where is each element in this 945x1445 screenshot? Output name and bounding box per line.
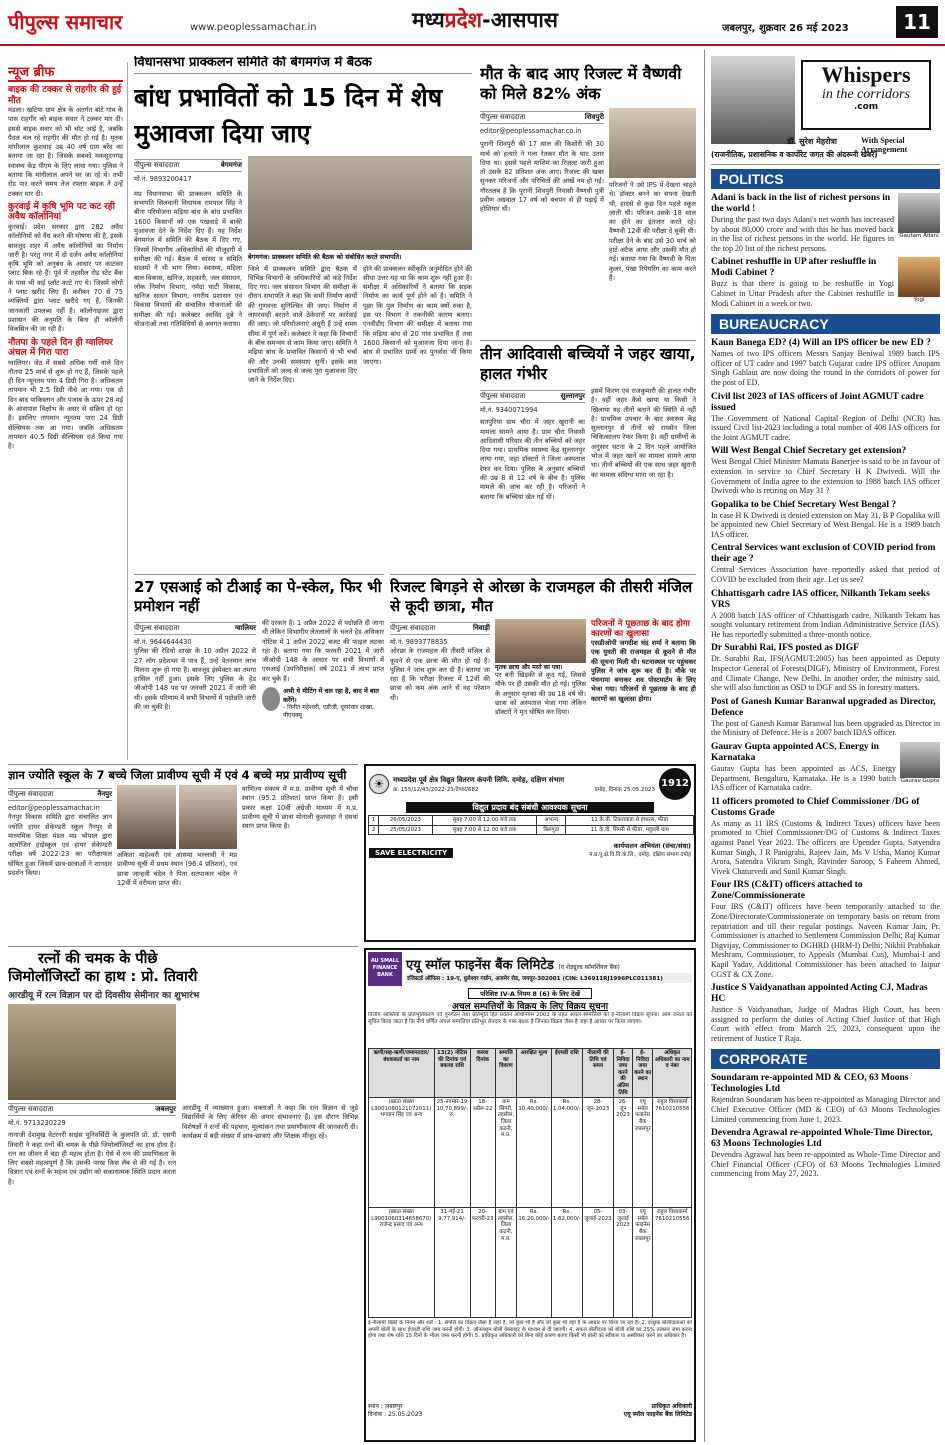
- table-cell: एयू स्मॉल फाइनेंस बैंक जबलपुर: [632, 1098, 653, 1208]
- byline-email[interactable]: editor@peoplessamachar.co.in: [480, 127, 582, 135]
- byline-phone: मो.नं. 9713230229: [8, 1119, 66, 1127]
- author-name: डॉ. सुरेश मेहरोत्रा: [787, 137, 837, 146]
- bulb-icon: ☀: [369, 774, 389, 794]
- article-vaishnavi-result: [480, 64, 696, 334]
- byline: [390, 622, 490, 635]
- photo-caption: मृतक छात्रा और मरते का पत्रा।: [495, 664, 563, 671]
- table-cell: बिलगुठा: [537, 825, 566, 835]
- article-body: वाणिज्य संकाय में म.प्र. प्रावीण्य सूची में चौथा स्थान (95.2 प्रतिशत) प्राप्त किया है। इसी प्रकार कक्षा 10वीं अंग्रेजी माध्यम में म.प्र. प्रावीण्य सूची में छात्रा मोनाली कुशवाहा ने दसवां स्थान प्राप्त किया है।: [242, 785, 358, 831]
- bureau-item: [711, 392, 940, 443]
- article-body: ओरछा के राजमहल की तीसरी मंजिल से कूदने से एक छात्रा की मौत हो गई है। पुलिस ने जांच शुरू कर दी है। बताया जा रहा है कि परीक्षा रिजल्ट में 12वीं की छात्रा को कम अंक आने से वह परेशान थी।: [390, 647, 490, 702]
- table-cell: अभाना: [537, 816, 566, 826]
- item-text: Four IRS (C&IT) officers have been temporarily attached to the Zone/Directorate/Commissionerate on temporary basis on return from repatriation and till their regular postings. Naveen Kumar Jain, Pr. Commissioner is attached to Settlement Commission Delhi; Raj Kumar Digvijay, Commissioner to DGHRD (HRM-I) Delhi; Nikhil Prabhakar Meshram, Commissioner, to Appeals (Mumbai Cus), Mumbai-I and Kapil Yadav, Additional Commissioner has been attached to Jaipur CGST & CX Zone.: [711, 902, 940, 979]
- notice-ref: क्र. 155/12/43/2022-23/टेण्डर/682: [393, 786, 479, 793]
- table-cell: 25/05/2023: [379, 825, 433, 835]
- item-text: The Government of National Capital Region of Delhi (NCR) has issued Civil list-2023 including a total number of 408 IAS officers for the Joint AGMUT cadre.: [711, 413, 940, 442]
- bureau-item: [711, 738, 940, 793]
- special-arrangement: With Special Arrangement: [861, 136, 908, 154]
- signatory-office: म.प्र.पू.क्षे.वि.वि.कं.लि., दमोह, दक्षिण संभाग दमोह: [589, 852, 691, 859]
- section-title-mid: प्रदेश: [444, 8, 483, 32]
- byline-location: जबलपुर: [155, 1105, 176, 1113]
- article-headline: रिजल्ट बिगड़ने से ओरछा के राजमहल की तीसरी मंजिल से कूदी छात्रा, मौत: [390, 578, 693, 615]
- byline: [134, 159, 242, 172]
- power-cut-table: [368, 815, 694, 835]
- bank-name-text: एयू स्मॉल फाइनेंस बैंक लिमिटेड: [406, 958, 554, 973]
- article-dam-compensation: [134, 56, 472, 570]
- table-cell: 11 के.वी. सिमरी से फीडर, महुल्ली ग्राम: [566, 825, 694, 835]
- item-headline: Adani is back in the list of richest persons in the world !: [711, 193, 891, 214]
- politics-item: [711, 189, 940, 253]
- table-header: ईएमडी राशि: [551, 1049, 582, 1098]
- bureau-item: [711, 797, 940, 877]
- table-cell: एयू स्मॉल फाइनेंस बैंक जबलपुर: [632, 1208, 653, 1318]
- item-text: Dr. Surabhi Rai, IFS(AGMUT:2005) has been appointed as Deputy Inspector General of Forests(DIGF), Ministry of Environment, Forest and Climate Change, New Delhi. In another order, the ministry said, she will also function as OSD to DGF and SS in forestry matters.: [711, 654, 940, 693]
- auction-title: अचल सम्पत्तियों के विक्रय के लिए विक्रय सूचना: [451, 1002, 609, 1012]
- item-text: Names of two IPS officers Messrs Sanjay Beniwal 1989 batch IPS officer of UT cadre and 1997 batch Gujarat cadre IPS officer Anupam Singh Gahlaut are now doing the round in the corridors of power for the post of ED.: [711, 349, 940, 387]
- table-cell: 28-जून-2023: [582, 1098, 613, 1208]
- article-headline: तीन आदिवासी बच्चियों ने जहर खाया, हालत गंभीर: [480, 345, 696, 383]
- politics-section-header: POLITICS: [711, 169, 940, 189]
- bureau-item: [711, 338, 940, 387]
- article-body: परिजनों ने उसे IPS में देखना चाहते थे। डॉक्टर बनने का सपना देखती थी, हादसे से कुछ दिन पहले स्कूल जाती थी। परिजन उसके 18 साल का होने का इंतजार करते रहे। वैष्णवी 12वीं की परीक्षा दे चुकी थी। परीक्षा देने के बाद उसे 30 मार्च को हार्ट अटैक आया और उसकी मौत हो गई। बताया गया कि वैष्णवी के पिता कुलर, पंखा रिपेयरिंग का काम करते हैं।: [609, 181, 696, 282]
- table-cell: (खाता संख्या L9001060314658670) राजेन्द्र प्रसाद एवं अन्य: [369, 1208, 435, 1318]
- helpline-badge: 1912: [659, 768, 691, 800]
- item-text: The post of Ganesh Kumar Baranwal has been upgraded as Director in the Ministry of Defence. He is a 2007 batch IDAS officer.: [711, 718, 940, 738]
- person-photo: [900, 742, 940, 778]
- author-photo: [711, 56, 795, 144]
- bureau-item: [711, 500, 940, 540]
- article-headline: बांध प्रभावितों को 15 दिन में शेष मुआवजा दिया जाए: [134, 82, 443, 148]
- signatory: कार्यपालन अभियंता (संचा/संधा): [613, 842, 691, 851]
- notice-preamble: वित्तीय आस्तियों के प्रतिभूतिकरण एवं पुनर्गठन तथा प्रतिभूति हित प्रवर्तन अधिनियम 2002 के तहत अचल सम्पत्तियों की ई-नीलामी विक्रय सूचना। आम जनता को सूचित किया जाता है कि नीचे वर्णित अचल सम्पत्तियां प्रतिभूत लेनदार के पास बंधक हैं जिनका विक्रय जैसा है जहां है आधार पर किया जाएगा।: [368, 1012, 692, 1025]
- byline-location: बेगमगंज: [220, 160, 242, 169]
- byline-location: सुल्तानपुर: [560, 392, 585, 400]
- table-row: [369, 1208, 692, 1318]
- item-text: During the past two days Adani's net worth has increased by about 80,000 crore and with this he has moved back in the list of richest persons in the world. He figures in the top 20 list of the richest persons.: [711, 215, 894, 253]
- bureau-item: [711, 880, 940, 979]
- table-cell: राहुल विश्वकर्मा 7610210556: [653, 1098, 692, 1208]
- website-url[interactable]: www.peoplessamachar.in: [190, 22, 317, 33]
- brief-headline: कुरवाई में कृषि भूमि पट कट रही अवैध कॉलोनियां: [8, 201, 115, 223]
- byline-name: पीपुल्स संवाददाता: [134, 624, 180, 632]
- table-cell: सुबह 7.00 से 12.00 बजे तक: [432, 825, 536, 835]
- item-headline: Justice S Vaidyanathan appointed Acting CJ, Madras HC: [711, 983, 928, 1005]
- table-cell: Rs. 1,04,000/-: [551, 1098, 582, 1208]
- bureaucracy-section-header: BUREAUCRACY: [711, 314, 940, 334]
- photo-caption: Gaurav Gupta: [900, 778, 940, 784]
- save-electricity-banner: SAVE ELECTRICITY: [369, 848, 453, 858]
- photo-caption: Gautam Adani: [899, 233, 939, 239]
- side-headline: परिजनों ने पूछताछ के बाद होगा कारणों का खुलासा: [591, 619, 690, 639]
- byline-location: शिवपुरी: [584, 113, 604, 121]
- article-headline: ज्ञान ज्योति स्कूल के 7 बच्चे जिला प्रावीण्य सूची में एवं 4 बच्चे मप्र प्रावीण्य सूची: [8, 768, 347, 782]
- item-headline: Chhattisgarh cadre IAS officer, Nilkanth Tekam seeks VRS: [711, 588, 930, 610]
- table-cell: ग्राम एवं तहसील, जिला कटनी, म.प्र.: [495, 1208, 517, 1318]
- item-headline: Dr Surabhi Rai, IFS posted as DIGF: [711, 643, 859, 654]
- table-header-row: [369, 1049, 692, 1098]
- masthead: [0, 0, 945, 46]
- photo-caption: अंकिता माहेश्वरी एवं आसमा भल्लावी ने मप्र प्रावीण्य सूची में प्रथम स्थान (96.4 प्रतिशत), एवं छात्रा जान्हवी चंदेल ने पिता सतपाकार चंदेल ने 12वीं में वरीयता प्राप्त की।: [117, 851, 237, 887]
- side-text: एसडीओपी जगदीश चंद्र शर्मा ने बताया कि एक युवती की राजमहल से कूदने से मौत की सूचना मिली थी। घटनास्थल पर पहुंचकर पुलिस ने जांच शुरू कर दी है। मौके पर पंचनामा बनाकर शव पोस्टमार्टम के लिए भेजा गया। परिजनों से पूछताछ के बाद ही कारणों का खुलासा होगा।: [591, 639, 696, 703]
- issue-date: जबलपुर, शुक्रवार 26 मई 2023: [722, 23, 849, 34]
- item-headline: Devendra Agrawal re-appointed Whole-Time Director, 63 Moons Technologies Ltd: [711, 1128, 933, 1150]
- section-title: [412, 6, 558, 34]
- table-cell: ग्राम सिंगरी, तहसील, जिला कटनी, म.प्र.: [495, 1098, 517, 1208]
- table-row: [369, 816, 694, 826]
- article-gemologists: [8, 946, 358, 1440]
- corporate-section-header: CORPORATE: [711, 1049, 940, 1069]
- quote-text: अभी ये मीटिंग में चल रहा है, बाद में बात करेंगे।: [283, 687, 379, 704]
- byline: [134, 622, 256, 635]
- news-brief-column: [8, 62, 128, 760]
- section-title-post: -आसपास: [482, 8, 558, 32]
- bureau-item: [711, 543, 940, 584]
- politics-item: [711, 253, 940, 308]
- brief-item: [8, 202, 123, 335]
- table-header: नीलामी की तिथि एवं समय: [582, 1049, 613, 1098]
- table-cell: 03-जुलाई 2023: [614, 1208, 633, 1318]
- item-text: Buzz is that there is going to be reshuffle in Yogi Cabinet in Uttar Pradesh after the Cabinet reshuffle in Modi Cabinet in a week or two.: [711, 279, 894, 308]
- byline-name: पीपुल्स संवाददाता: [480, 392, 526, 400]
- table-cell: 26/05/2023: [379, 816, 433, 826]
- table-header: ऋणी/सह-ऋणी/जमानतदार/बंधककर्ता का नाम: [369, 1049, 435, 1098]
- byline-phone: मो.नं. 9893778835: [390, 638, 448, 646]
- whispers-logo-word: Whispers: [821, 62, 911, 87]
- photo-caption: बेगमगंज। प्राक्कलन समिति की बैठक को संबोधित करते सभापति।: [248, 252, 402, 261]
- table-row: [369, 1098, 692, 1208]
- table-row: [369, 825, 694, 835]
- item-text: Central Services Association have reportedly asked that period of COVID be excluded from their age. Let us see?: [711, 565, 940, 585]
- table-header: सम्पत्ति का विवरण: [495, 1049, 517, 1098]
- item-text: Justice S Vaidyanathan, Judge of Madras High Court, has been assigned to perform the duties of Acting Chief Justice of that High Court with effect from March 25, 2023, consequent upon the retirement of Justice T Raja.: [711, 1005, 940, 1043]
- bureau-item: [711, 589, 940, 640]
- company-name: मध्यप्रदेश पूर्व क्षेत्र विद्युत वितरण कंपनी लिमि. दमोह, दक्षिण संभाग: [393, 775, 565, 784]
- brief-text: कुरवाई। प्रदेश सरकार द्वारा 282 अवैध कॉलोनियों को वैध करने की घोषणा की है, इसके बावजूद शहर में अवैध कॉलोनियों का निर्माण जारी है। परंतु नगर में दो दर्जन अवैध कॉलोनियां कृषि भूमि को अनुबंध के आधार पर काटकर प्लाट बिक रहे हैं। पूर्व में तहसील रोड स्टेट बैंक के पास भी कई प्लॉट काटे गए थे। जिसमें लोगों ने प्लाट खरीद लिए हैं। करीबन 70 से 75 व्यक्तियों द्वारा प्लाट खरीदे गए हैं, जिनकी जानकारी उपलब्ध नहीं है। कॉलोनाइजर द्वारा प्रशासन की अनुमति के बिना ही कॉलोनी विकसित की जा रही है।: [8, 222, 123, 334]
- photo-caption: Yogi: [913, 297, 925, 304]
- brief-text: ग्वालियर। जेठ में सबसे अधिक गर्मी वाले दिन नौतपा 25 मार्च से शुरू हो गए हैं, जिसके पहले ही दिन न्यूनतम पारा 4 डिग्री गिरा है। अधिकतम तापमान भी 2.5 डिग्री नीचे आ गया। एक दो दिन बाद पाकिस्तान और पंजाब के ऊपर 28 मई के आसपास विक्षोभ के असर से सक्रिय हो रहा है। इसलिए तापमान न्यूनतम पारा 24 डिग्री सेल्सियस तक आ गया। जबकि अधिकतम तापमान 40.5 डिग्री सेल्सियस दर्ज किया गया है।: [8, 358, 123, 451]
- item-headline: Will West Bengal Chief Secretary get extension?: [711, 446, 907, 457]
- brief-headline: बाइक की टक्कर से राहगीर की हुई मौत: [8, 85, 122, 106]
- item-headline: Four IRS (C&IT) officers attached to Zone/Commissionerate: [711, 880, 863, 902]
- item-headline: Civil list 2023 of IAS officers of Joint AGMUT cadre issued: [711, 391, 924, 413]
- victim-photo: [495, 619, 586, 663]
- byline-phone: मो.नं. 9644644430: [134, 638, 192, 646]
- bank-subtitle: (ए शेड्यूल्ड कॉमर्शियल बैंक): [558, 964, 620, 971]
- byline-name: पीपुल्स संवाददाता: [390, 624, 436, 632]
- whispers-logo: [801, 60, 931, 130]
- bank-name: [406, 955, 692, 973]
- brief-text: मंडला। खटिया ग्राम क्षेत्र के अंतर्गत बांटे गांव के पास राहगीर को बाइक सवार ने टक्कर मार दी। इससे बाइक सवार को भी चोट आई है, जबकि पैदल चल रहे राहगीर की मौत हो गई है। मृतक मांगीलाल कुशवाह उम्र 40 वर्ष ग्राम बरेंद का बताया जा रहा है। जिसके सबको मकसूदनगढ़ स्वास्थ्य केंद्र पीएम के लिए लाया गया। पुलिस ने बताया कि मांगीलाल अपने घर जा रहे थे। तभी रोड पार करते समय तेज रफ्तार बाइक ने उन्हें टक्कर मार दी।: [8, 106, 123, 198]
- section-title-pre: मध्य: [412, 8, 445, 32]
- byline-location: नैनपुर: [97, 790, 112, 798]
- table-cell: 18-अप्रैल-22: [470, 1098, 495, 1208]
- brief-item: [8, 338, 123, 452]
- article-body: नैनपुर विकास समिति द्वारा संचालित ज्ञान ज्योति हायर सेकेण्डरी स्कूल नैनपुर से माध्यमिक शिक्षा मंडल मप्र भोपाल द्वारा आयोजित हाईस्कूल एवं हायर सेकेण्डरी परीक्षा वर्ष 2022-23 का परीक्षाफल घोषित हुआ जिसमें छात्र-छात्राओं ने शानदार प्रदर्शन किया।: [8, 813, 112, 878]
- bureau-item: [711, 643, 940, 692]
- article-body: की दरकार है। 1 अप्रैल 2022 से पदोन्नति दी जाना थी लेकिन विभागीय लेतलालों के चलते हेड अधिकार नोटिस में 1 अप्रैल 2022 बजट की फाइल लटका रहा है। बताया गया कि फरवरी 2021 में जारी जीओपी 148 के आधार पर सभी विभागों में एसआई (उपनिरीक्षक) वर्ष 2021 में लाभ प्राप्त कर चुके हैं।: [262, 619, 384, 683]
- article-body: मप्र विधानसभा की प्राक्कलन समिति के सभापति सिलवानी विधायक रामपाल सिंह ने बीना परियोजना मढ़िया बांध के बांध प्रभावित 1600 किसानों को एक पखवाड़े में बाकी मुआवजा देने के निर्देश दिए हैं। यह निर्देश बेगमगंज में समिति की बैठक में दिए गए, जिसमें विभागीय अधिकारियों की मौजूदगी में समीक्षा की गई। बैठक में सांसद व समिति सदस्यों ने भी भाग लिया। स्वास्थ्य, महिला बाल विकास, खनिज, सहकारी, जल संसाधन, लोक निर्माण विभाग, नर्मदा घाटी विकास, खनिज साधन विभाग, नगरीय प्रशासन एवं विकास विभागों की संचालित योजनाओं की समीक्षा की गई। कलेक्टर अरविंद दुबे ने योजनाओं तथा गतिविधियों से अवगत कराया।: [134, 189, 242, 328]
- news-brief-tag: न्यूज ब्रीफ: [8, 62, 123, 82]
- corporate-item: [711, 1128, 940, 1179]
- article-body: सतपुरिया ग्राम चौरा में जहर खुरानी का मामला सामने आया है। ग्राम चौरा निवासी आदिवासी परिवार की तीन बच्चियों को जहर दिया गया। प्राथमिक स्वास्थ्य केंद्र सुल्तानपुर लाया गया, जहां डॉक्टरों ने जिला अस्पताल रेफर कर दिया। पुलिस के अनुसार बच्चियों की उम्र 8 से 12 वर्ष के बीच है। पुलिस मामले की जांच कर रही है। परिजनों ने बताया कि बच्चियां खेत गई थीं।: [480, 418, 585, 501]
- article-headline-2: जिमोलॉजिस्टों का हाथ : प्रो. तिवारी: [8, 969, 198, 985]
- item-headline: 11 officers promoted to Chief Commissioner /DG of Customs Grade: [711, 796, 920, 818]
- article-body: नानाजी देशमुख वेटरनरी साइंस यूनिवर्सिटी के कुलपति प्रो. डॉ. एसपी तिवारी ने कहा रत्नों की चमक के पीछे जिमोलॉजिस्टों का हाथ होता है। रत्न का जीवन में बड़ा ही महत्व होता है। ऐसे में रत्न की प्रमाणिकता के लिए सबसे महत्वपूर्ण है कि उसकी परख किस लैब से की गई है। रत्न विज्ञान एवं रत्नों के महत्व एवं उद्योग को सकारात्मक स्थिति प्रदान करता है।: [8, 1131, 176, 1186]
- item-headline: Gopalika to be Chief Secretary West Bengal ?: [711, 499, 897, 510]
- ad-date: दिनांक : 25.05.2023: [368, 1411, 423, 1419]
- item-headline: Central Services want exclusion of COVID period from their age ?: [711, 543, 936, 565]
- bureau-item: [711, 983, 940, 1043]
- signatory-bank: एयू स्मॉल फाइनेंस बैंक लिमिटेड: [623, 1411, 692, 1419]
- article-body: पुलिस की रेडियो शाखा के 10 अप्रैल 2022 से 27 लोग प्रदेशभर में पात्र हैं, उन्हें वेतनमान लाभ मिलना शुरू हो गया है। बावजूद इंस्पेक्टर का तमगा हासिल नहीं हुआ। इसके लिए पुलिस के हेड जीओपी 148 पद पर जनवरी 2021 में जारी की थी। इसके परिणाम में सभी विभागों में पदोन्नति जारी की जा चुकी है।: [134, 647, 256, 712]
- meeting-photo: [248, 156, 472, 250]
- article-headline: रत्नों की चमक के पीछे: [38, 951, 158, 967]
- table-cell: 05-जुलाई-2023: [582, 1208, 613, 1318]
- item-text: In case H K Dwivedi is denied extension on May 31, B P Gopalika will be appointed new Chief Secretary of West Bengal. He is a 1989 batch IAS officer.: [711, 510, 940, 539]
- article-orchha-student: [390, 574, 696, 760]
- table-cell: Rs. 1,62,000/-: [551, 1208, 582, 1318]
- student-photo: [117, 785, 176, 849]
- byline-name: पीपुल्स संवाददाता: [8, 1105, 54, 1113]
- notice-date: दमोह, दिनांक 25.05.2023: [594, 786, 655, 793]
- signatory: प्राधिकृत अधिकारी: [651, 1403, 692, 1411]
- table-cell: राहुल विश्वकर्मा 7610210556: [653, 1208, 692, 1318]
- whispers-tagline: (राजनीतिक, प्रशासनिक व कार्पोरेट जगत की अंदरूनी खबरें): [711, 150, 878, 159]
- whispers-header: [711, 50, 940, 165]
- article-si-promotion: [134, 574, 384, 760]
- item-headline: Gaurav Gupta appointed ACS, Energy in Karnataka: [711, 742, 879, 763]
- table-cell: (खाता संख्या L9001060121072011) भगवान सिंह एवं अन्य: [369, 1098, 435, 1208]
- byline-email[interactable]: editor@peoplessamachar.in: [8, 804, 100, 812]
- byline-location: निवाड़ी: [473, 624, 490, 632]
- bureau-item: [711, 446, 940, 495]
- table-cell: 26-जून 2023: [614, 1098, 633, 1208]
- au-bank-auction-ad: [364, 948, 696, 1442]
- byline-phone: मो.नं. 9340071994: [480, 406, 538, 414]
- au-bank-logo: AU SMALL FINANCE BANK: [368, 952, 402, 986]
- item-headline: Soundaram re-appointed MD & CEO, 63 Moons Technologies Ltd: [711, 1073, 909, 1095]
- electricity-notice-ad: [364, 764, 696, 942]
- byline: [480, 111, 604, 124]
- whispers-column: [704, 50, 940, 1442]
- item-text: Devendra Agrawal has been re-appointed as Whole-Time Director and Chief Financial Officer (CFO) of 63 Moons Technologies Limited commencing from May 27, 2023.: [711, 1150, 940, 1179]
- official-photo: [262, 687, 280, 711]
- table-cell: Rs. 16,20,000/-: [517, 1208, 552, 1318]
- table-header: ई-निविदा जमा करने की अंतिम तिथि: [614, 1049, 633, 1098]
- brief-item: [8, 85, 123, 199]
- newspaper-logo: पीपुल्स समाचार: [8, 10, 123, 34]
- byline: [8, 788, 112, 801]
- article-body: होने की प्राक्कलन स्वीकृति अनुमोदित होने की सीधा उत्तर यह था कि काम शुरू नहीं हुआ है। समीक्षा में अधिकारियों ने बताया कि सड़क निर्माण का कार्य पूर्ण होने को है। समिति ने पूछा कि पुल निर्माण का काम क्यों रुका है, इस पर विभाग ने तकनीकी कारण बताए। एनवीडीए विभाग की समीक्षा में बताया गया कि मढ़िया बांध से 20 गांव प्रभावित हैं तथा 1600 किसानों को मुआवजा दिया जाना है। बांध से प्रभावित ग्रामों का पुनर्वास भी किया जाएगा।: [363, 264, 472, 366]
- item-text: Gaurav Gupta has been appointed as ACS, Energy Department, Bengaluru, Karnataka. He is a 1990 batch IAS officer of Karnataka cadre.: [711, 764, 896, 793]
- item-text: A 2008 batch IAS officer of Chhattisgarh cadre, Nilkanth Tekam has sought voluntary retirement from Indian Administrative Service (IAS). He has reportedly submitted a three-month notice.: [711, 610, 940, 639]
- student-photo: [179, 785, 238, 849]
- byline-name: पीपुल्स संवाददाता: [134, 160, 180, 169]
- quote-box: [262, 687, 384, 720]
- table-cell: 31-मई-21 9,77,914/-: [434, 1208, 470, 1318]
- table-cell: 20-फरवरी-23: [470, 1208, 495, 1318]
- auction-terms: ई-नीलामी बिक्री के नियम और शर्तें : 1. संपत्ति का विक्रय जैसा है जहां है, जो कुछ भी है और जो कुछ भी वहां है के आधार पर किया जा रहा है। 2. इच्छुक बोलीदाताओं को अपनी बोली के साथ ईएमडी राशि जमा करनी होगी। 3. ऑनलाइन बोली वेबसाइट के माध्यम से दी जाएगी। 4. सफल बोलीदाता को बोली राशि का 25% तत्काल जमा करना होगा तथा शेष राशि 15 दिनों के भीतर जमा करनी होगी। 5. प्राधिकृत अधिकारी को बिना कोई कारण बताए किसी भी बोली को स्वीकार या अस्वीकार करने का अधिकार है।: [368, 1320, 692, 1340]
- article-body: इसमें किरण एवं राजकुमारी की हालत गंभीर है। वहीं जहर कैसे खाया या किसी ने खिलाया यह तीनों बताने की स्थिति में नहीं है। प्राथमिक उपचार के बाद स्वास्थ्य केंद्र सुल्तानपुर से तीनों को रायसेन जिला चिकित्सालय रेफर किया है। वहीं ग्रामीणों के अनुसार घटना के 2 दिन पहले आयोजित भोज में जहर खाने का मामला सामने आया था। तीनों बच्चियों की एक साथ जहर खुरानी का मामला संदिग्ध माना जा रहा है।: [591, 387, 696, 479]
- corporate-item: [711, 1073, 940, 1124]
- table-cell: 25-नवम्बर-19 10,70,899/- रु.: [434, 1098, 470, 1208]
- article-deck: आरडीयू में रत्न विज्ञान पर दो दिवसीय सेमीनार का शुभारंभ: [8, 991, 200, 1001]
- whispers-logo-sub: in the corridors: [822, 87, 910, 102]
- article-tribal-girls: [480, 340, 696, 572]
- item-text: Rajendran Soundaram has been re-appointed as Managing Director and Chief Executive Officer (MD & CEO) of 63 Moons Technologies Limited commencing from June 1, 2023.: [711, 1095, 940, 1124]
- byline-phone: मो.नं. 9893200417: [134, 174, 192, 183]
- student-photo: [609, 108, 696, 178]
- article-headline: मौत के बाद आए रिजल्ट में वैष्णवी को मिले 82% अंक: [480, 64, 682, 103]
- table-header: आरक्षित मूल्य: [517, 1049, 552, 1098]
- table-header: अधिकृत अधिकारी का नाम व नंबर: [653, 1049, 692, 1098]
- byline-name: पीपुल्स संवाददाता: [480, 113, 526, 121]
- table-header: कब्जा दिनांक: [470, 1049, 495, 1098]
- rule-reference: परिशिष्ट IV-A नियम 8 (6) के लिए देखें: [468, 988, 592, 999]
- byline: [8, 1103, 176, 1116]
- bank-address: रजिस्टर्ड ऑफिस : 19-ए, धुलेश्वर गार्डन, अजमेर रोड, जयपुर-302001 (CIN: L36911RJ1996PLC011381): [406, 973, 692, 983]
- quote-author: - विनीत महेश्वरी, एडीजी, दूरसंचार शाखा, पीएचक्यू: [283, 704, 375, 720]
- bureau-item: [711, 697, 940, 738]
- seminar-photo: [8, 1004, 176, 1100]
- table-cell: 2: [369, 825, 379, 835]
- article-headline: 27 एसआई को टीआई का पे-स्केल, फिर भी प्रमोशन नहीं: [134, 578, 382, 615]
- article-body: पुरानी शिवपुरी की 17 साल की किशोरी की 30 मार्च को हत्यारे ने गला रेतकर मौत के घाट उतार दिया था। इससे पहले माशिमं का रिजल्ट जारी हुआ तो उसके 82 प्रतिशत अंक आए। रिजल्ट की खबर सुनकर परिजनों और परिचितों की आंखें नम हो गईं। गौरतलब है कि पुरानी शिवपुरी निवासी वैष्णवी पुत्री प्रवीण अग्रवाल 17 वर्ष को बचपन से ही पढ़ाई में होशियार थी।: [480, 140, 604, 214]
- table-cell: 1: [369, 816, 379, 826]
- auction-table: [368, 1048, 692, 1318]
- article-body: आरडीयू में व्याख्यान हुआ। वक्ताओं ने कहा कि रत्न विज्ञान से जुड़े विद्यार्थियों के लिए कॅरियर की अपार संभावनाएं हैं। इस दौरान विभिन्न विशेषज्ञों ने रत्नों की पहचान, मूल्यांकन तथा प्रमाणीकरण की जानकारी दी। कार्यक्रम में बड़ी संख्या में छात्र-छात्राएं और शिक्षक मौजूद रहे।: [182, 1104, 358, 1140]
- whispers-logo-com: .com: [853, 102, 879, 112]
- article-kicker: विधानसभा प्राक्कलन समिति की बेगमगंज में बैठक: [134, 56, 472, 74]
- byline-name: पीपुल्स संवाददाता: [8, 790, 54, 798]
- item-headline: Post of Ganesh Kumar Baranwal upgraded as Director, Defence: [711, 696, 936, 718]
- notice-title: विद्युत प्रदाय बंद संबंधी आवश्यक सूचना: [406, 802, 654, 813]
- table-cell: सुबह 7.00 से 12.00 बजे तक: [432, 816, 536, 826]
- table-header: ई-निविदा जमा करने का स्थान: [632, 1049, 653, 1098]
- person-photo: [898, 193, 940, 233]
- article-body: जिले में प्राक्कलन समिति द्वारा बैठक में विभिन्न विभागों के अधिकारियों को कड़े निर्देश दिए गए। जल संसाधन विभाग की समीक्षा के दौरान सभापति ने कहा कि सभी निर्माण कार्यों की गुणवत्ता सुनिश्चित की जाए। निर्माण में लापरवाही बरतने वाले ठेकेदारों पर कार्रवाई की जाए। जो परियोजनाएं अधूरी हैं उन्हें समय सीमा में पूर्ण करें। कलेक्टर ने कहा कि विभागों के बीच समन्वय से काम किया जाए। समिति ने मढ़िया बांध के प्रभावित किसानों से भी चर्चा की और उनकी समस्याएं सुनीं। इसके बाद प्रभावितों को जल्द से जल्द पूरा मुआवजा दिए जाने के निर्देश दिए।: [248, 264, 357, 385]
- table-cell: Rs. 10,40,000/-: [517, 1098, 552, 1208]
- ad-place: स्थान : जबलपुर: [368, 1403, 403, 1411]
- person-photo: [898, 257, 940, 297]
- byline-location: ग्वालियर: [234, 624, 256, 632]
- page-number: 11: [896, 6, 938, 38]
- byline: [480, 390, 585, 403]
- brief-headline: नौतपा के पहले दिन ही ग्वालियर अंचल में गिरा पारा: [8, 337, 113, 359]
- item-text: As many as 11 IRS (Customs & Indirect Taxes) officers have been promoted to Chief Commissioner/DG of Customs & Indirect Taxes against Panel Year 2023. The officers are Upender Gupta, Satyendra Kumar Singh, J R Panigrahi, Rajeev Jain, Ms V Usha, Manoj Kumar Arora, Satendra Vikram Singh, Ravinder Saroop, S Faheem Ahmed, Vivek Chaturvedi and Sunil Kumar Singh.: [711, 818, 940, 876]
- article-body: पर बनी खिड़की से कूद गई, जिससे मौके पर ही उसकी मौत हो गई। पुलिस के अनुसार मृतका की उम्र 18 वर्ष थी। छात्रा को अस्पताल भेजा गया लेकिन डॉक्टरों ने मृत घोषित कर दिया।: [495, 671, 586, 717]
- item-headline: Cabinet reshuffle in UP after reshuffle in Modi Cabinet ?: [711, 257, 877, 279]
- table-header: 13(2) नोटिस की दिनांक एवं बकाया राशि: [434, 1049, 470, 1098]
- article-gyan-jyoti: [8, 764, 358, 942]
- item-headline: Kaun Banega ED? (4) Will an IPS officer be new ED ?: [711, 338, 931, 349]
- item-text: West Bengal Chief Minister Mamata Banerjee is said to be in favour of extension in service to Chief Secretary H K Dwivedi. Will the Government of India agree to the extension to 1988 batch IAS officer Dwivedi who is retiring on May 31 ?: [711, 457, 940, 496]
- table-cell: 11 के.वी. टिकरावाडा से हाथरस, फीडर: [566, 816, 694, 826]
